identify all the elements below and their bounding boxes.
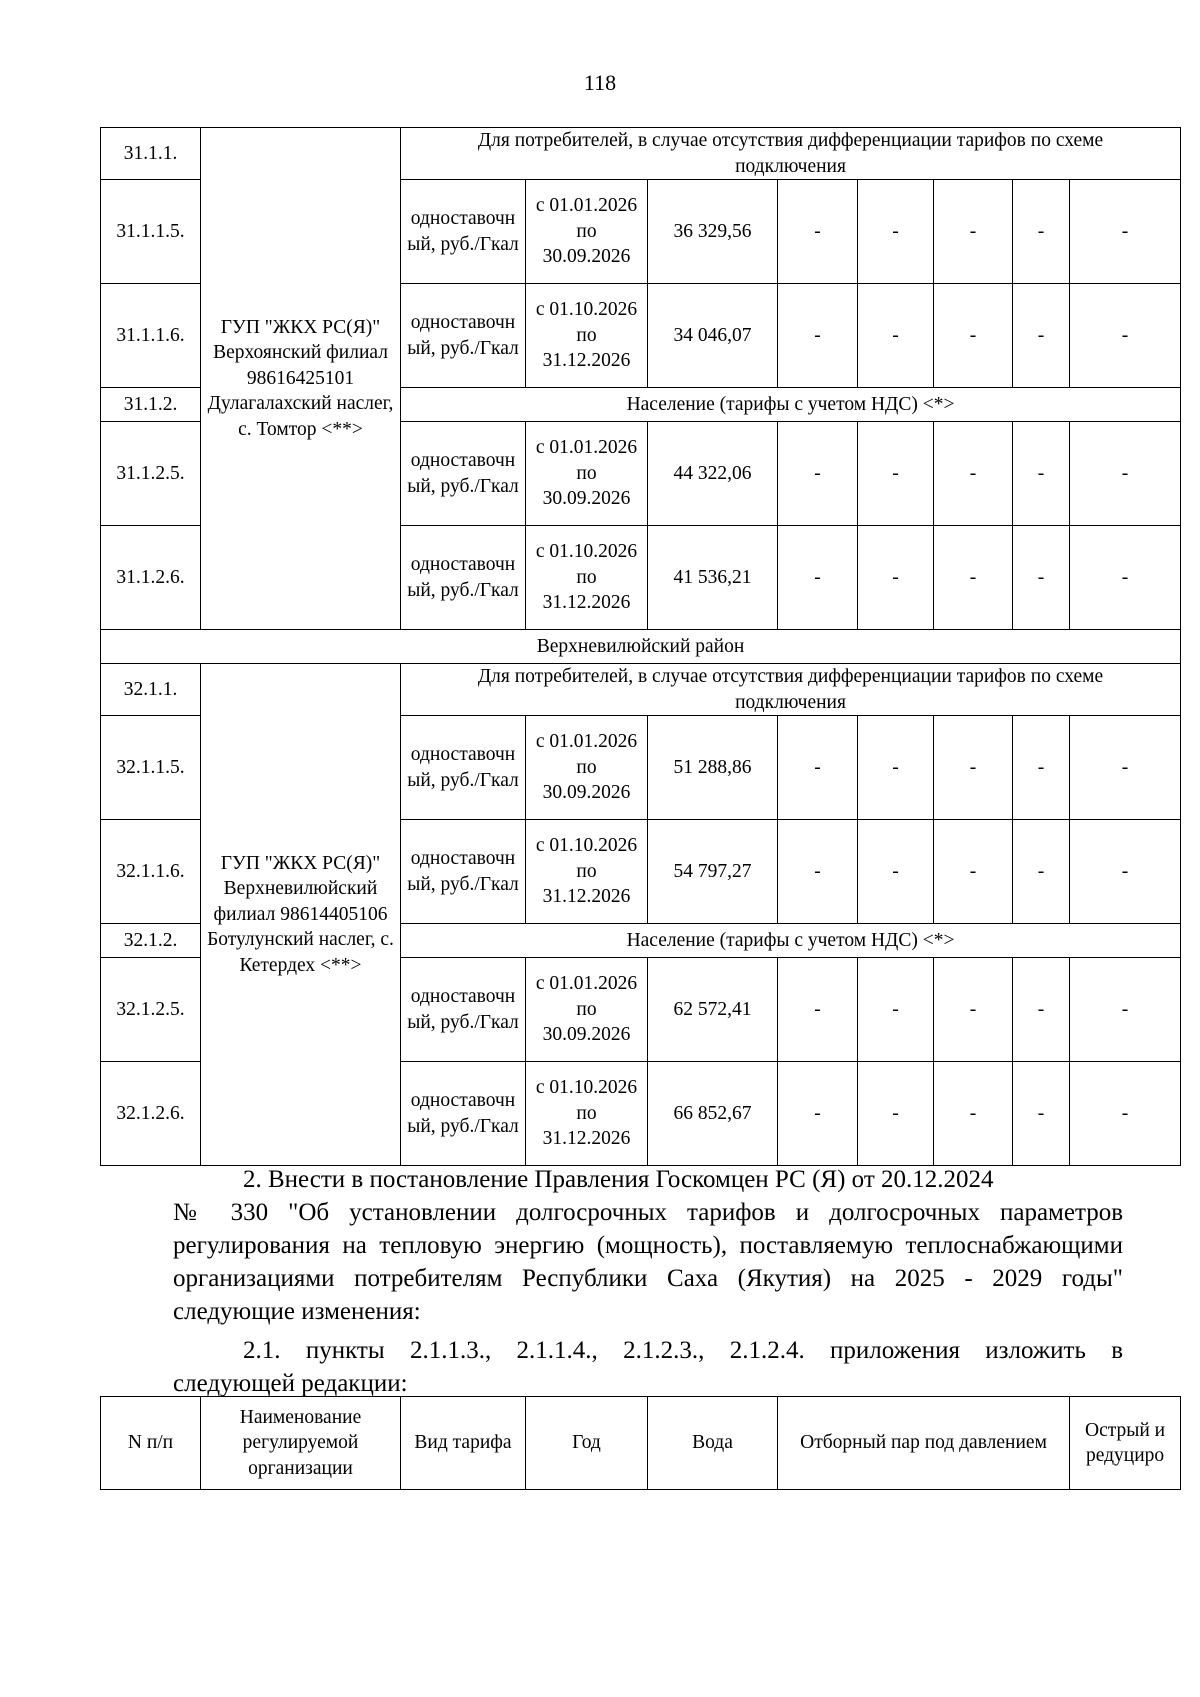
empty-value: -	[934, 284, 1013, 388]
tariff-period: с 01.10.2026 по 31.12.2026	[526, 284, 648, 388]
empty-value: -	[1070, 820, 1181, 924]
row-number: 32.1.1.	[101, 664, 201, 716]
district-name: Верхневилюйский район	[101, 630, 1181, 664]
paragraph-2-1	[173, 1334, 1123, 1400]
tariff-type: одноставочный, руб./Гкал	[401, 1062, 526, 1166]
tariff-period: с 01.10.2026 по 31.12.2026	[526, 526, 648, 630]
empty-value: -	[858, 526, 934, 630]
tariff-period: с 01.01.2026 по 30.09.2026	[526, 716, 648, 820]
empty-value: -	[934, 820, 1013, 924]
empty-value: -	[1013, 180, 1070, 284]
tariff-type: одноставочный, руб./Гкал	[401, 180, 526, 284]
tariff-table	[100, 127, 1181, 1166]
empty-value: -	[858, 958, 934, 1062]
tariff-type: одноставочный, руб./Гкал	[401, 716, 526, 820]
empty-value: -	[1013, 1062, 1070, 1166]
empty-value: -	[858, 180, 934, 284]
tariff-type: одноставочный, руб./Гкал	[401, 526, 526, 630]
empty-value: -	[934, 958, 1013, 1062]
empty-value: -	[1013, 284, 1070, 388]
tariff-value: 62 572,41	[648, 958, 778, 1062]
tariff-period: с 01.01.2026 по 30.09.2026	[526, 422, 648, 526]
empty-value: -	[858, 716, 934, 820]
empty-value: -	[1013, 526, 1070, 630]
organization-name: ГУП "ЖКХ РС(Я)" Верхоянский филиал 98616425101 Дулагалахский наслег, с. Томтор <**>	[201, 128, 401, 630]
empty-value: -	[778, 1062, 858, 1166]
row-number: 32.1.2.5.	[101, 958, 201, 1062]
organization-name: ГУП "ЖКХ РС(Я)" Верхневилюйский филиал 98614405106 Ботулунский наслег, с. Кетердех <**>	[201, 664, 401, 1166]
tariff-value: 36 329,56	[648, 180, 778, 284]
paragraph-2-1-line1: 2.1. пункты 2.1.1.3., 2.1.1.4., 2.1.2.3., 2.1.2.4. приложения изложить в	[243, 1337, 1123, 1364]
section-label: Для потребителей, в случае отсутствия дифференциации тарифов по схеме подключения	[401, 664, 1181, 716]
empty-value: -	[1070, 958, 1181, 1062]
empty-value: -	[858, 1062, 934, 1166]
tariff-type: одноставочный, руб./Гкал	[401, 284, 526, 388]
page-number: 118	[583, 70, 617, 95]
empty-value: -	[778, 958, 858, 1062]
paragraph-2-line1: 2. Внести в постановление Правления Госкомцен РС (Я) от 20.12.2024	[243, 1166, 994, 1193]
empty-value: -	[934, 1062, 1013, 1166]
row-number: 32.1.2.6.	[101, 1062, 201, 1166]
empty-value: -	[934, 422, 1013, 526]
empty-value: -	[1070, 526, 1181, 630]
row-number: 31.1.2.	[101, 388, 201, 422]
paragraph-2-rest: № 330 "Об установлении долгосрочных тарифов и долгосрочных параметров регулирования на тепловую энергию (мощность), поставляемую теплоснабжающими организациями потребителям Республики Саха (Якутия) на 2025 - 2029 годы" следующие изменения:	[173, 1199, 1123, 1325]
tariff-value: 54 797,27	[648, 820, 778, 924]
tariff-value: 44 322,06	[648, 422, 778, 526]
empty-value: -	[778, 820, 858, 924]
row-number: 32.1.1.5.	[101, 716, 201, 820]
empty-value: -	[1070, 716, 1181, 820]
row-number: 31.1.2.6.	[101, 526, 201, 630]
header-row	[101, 1397, 1181, 1490]
header-org: Наименование регулируемой организации	[201, 1397, 401, 1490]
empty-value: -	[1070, 422, 1181, 526]
header-sharp: Острый и редуциро	[1070, 1397, 1181, 1490]
tariff-type: одноставочный, руб./Гкал	[401, 820, 526, 924]
tariff-value: 34 046,07	[648, 284, 778, 388]
tariff-type: одноставочный, руб./Гкал	[401, 422, 526, 526]
row-number: 31.1.1.6.	[101, 284, 201, 388]
tariff-period: с 01.01.2026 по 30.09.2026	[526, 180, 648, 284]
section-row	[101, 664, 1181, 716]
header-water: Вода	[648, 1397, 778, 1490]
empty-value: -	[858, 284, 934, 388]
empty-value: -	[1013, 716, 1070, 820]
empty-value: -	[1070, 284, 1181, 388]
tariff-period: с 01.10.2026 по 31.12.2026	[526, 820, 648, 924]
section-label: Население (тарифы с учетом НДС) <*>	[401, 388, 1181, 422]
row-number: 31.1.1.5.	[101, 180, 201, 284]
empty-value: -	[778, 284, 858, 388]
header-num: N п/п	[101, 1397, 201, 1490]
tariff-period: с 01.10.2026 по 31.12.2026	[526, 1062, 648, 1166]
empty-value: -	[1013, 422, 1070, 526]
tariff-type: одноставочный, руб./Гкал	[401, 958, 526, 1062]
header-tariff-type: Вид тарифа	[401, 1397, 526, 1490]
empty-value: -	[1070, 180, 1181, 284]
empty-value: -	[858, 820, 934, 924]
empty-value: -	[1070, 1062, 1181, 1166]
tariff-value: 41 536,21	[648, 526, 778, 630]
tariff-value: 51 288,86	[648, 716, 778, 820]
tariff-period: с 01.01.2026 по 30.09.2026	[526, 958, 648, 1062]
row-number: 31.1.2.5.	[101, 422, 201, 526]
empty-value: -	[1013, 958, 1070, 1062]
paragraph-2	[173, 1163, 1123, 1328]
empty-value: -	[934, 716, 1013, 820]
empty-value: -	[778, 422, 858, 526]
header-year: Год	[526, 1397, 648, 1490]
empty-value: -	[934, 180, 1013, 284]
header-table	[100, 1396, 1181, 1490]
empty-value: -	[778, 716, 858, 820]
empty-value: -	[1013, 820, 1070, 924]
section-label: Население (тарифы с учетом НДС) <*>	[401, 924, 1181, 958]
paragraph-2-1-rest: следующей редакции:	[173, 1370, 408, 1397]
row-number: 32.1.2.	[101, 924, 201, 958]
section-row	[101, 128, 1181, 180]
tariff-value: 66 852,67	[648, 1062, 778, 1166]
empty-value: -	[934, 526, 1013, 630]
empty-value: -	[778, 180, 858, 284]
row-number: 31.1.1.	[101, 128, 201, 180]
empty-value: -	[858, 422, 934, 526]
district-row	[101, 630, 1181, 664]
section-label: Для потребителей, в случае отсутствия дифференциации тарифов по схеме подключения	[401, 128, 1181, 180]
row-number: 32.1.1.6.	[101, 820, 201, 924]
empty-value: -	[778, 526, 858, 630]
header-steam: Отборный пар под давлением	[778, 1397, 1070, 1490]
